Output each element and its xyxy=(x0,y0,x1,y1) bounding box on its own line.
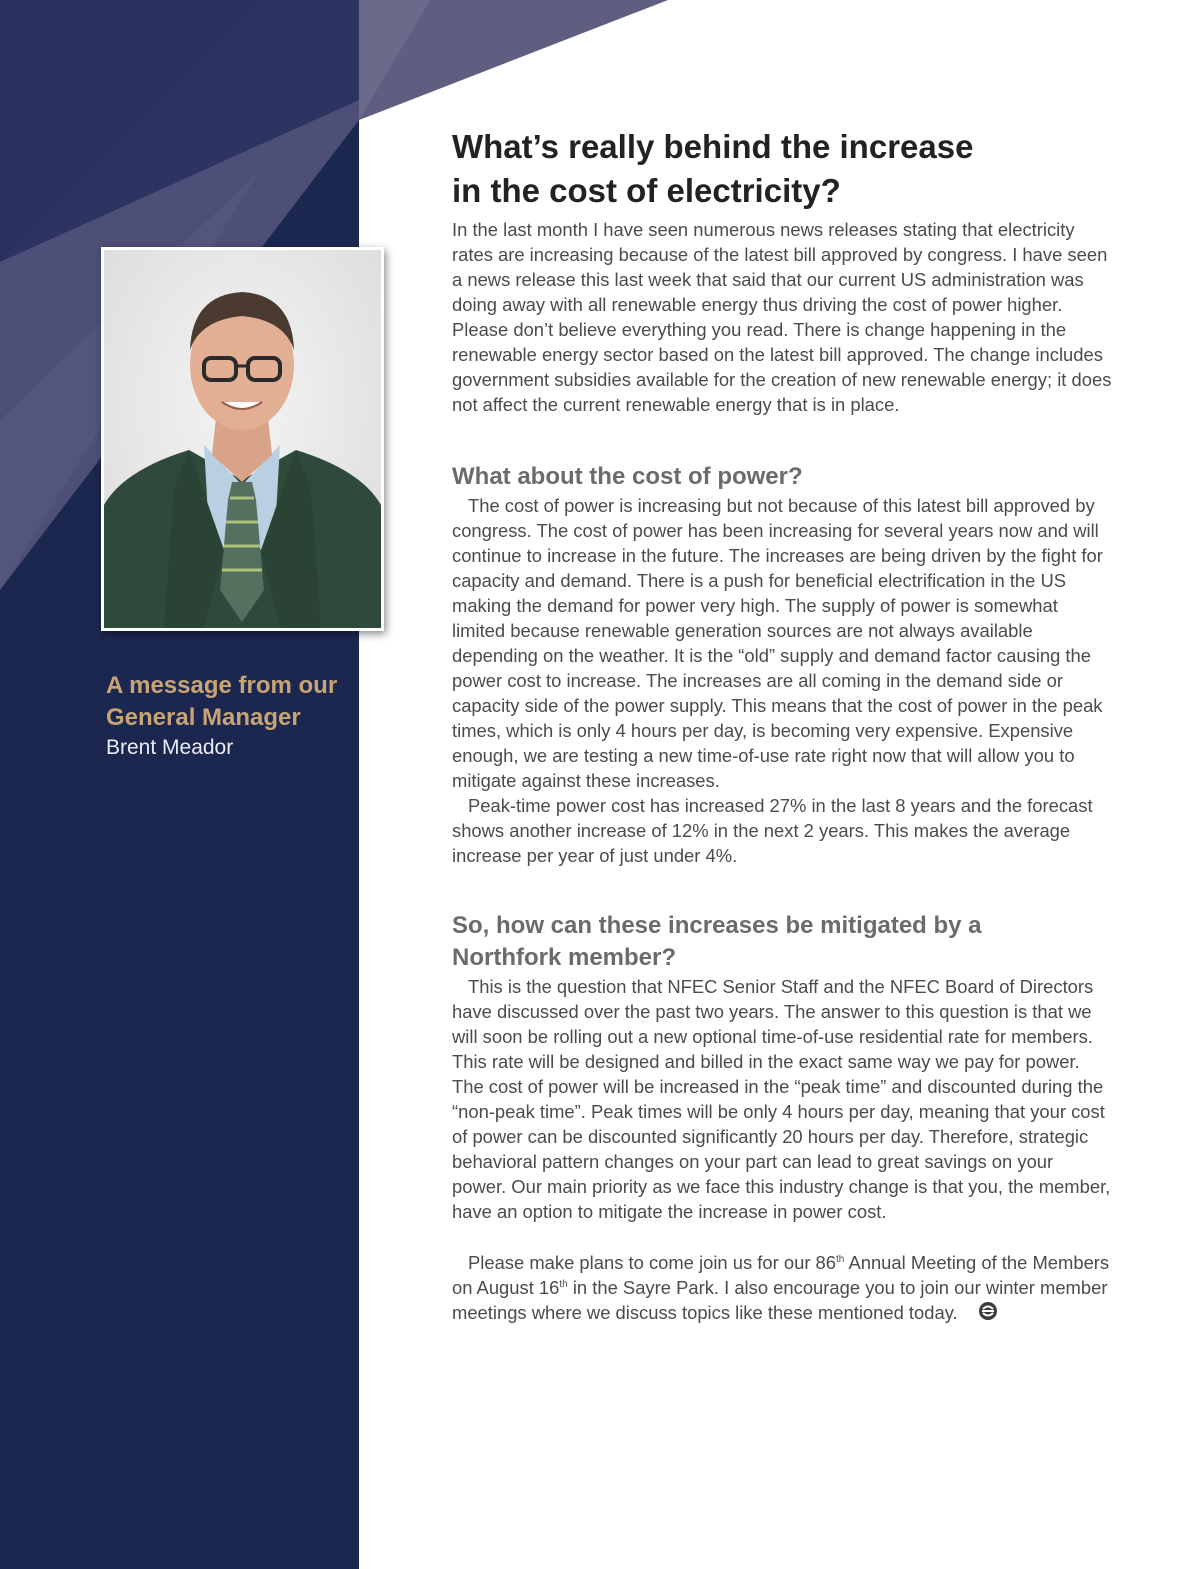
closing-text-c: in the Sayre Park. I also encourage you to join our winter member meetings where we discuss topics like these mentioned today. xyxy=(452,1277,1108,1323)
section1-paragraph2: Peak-time power cost has increased 27% in the last 8 years and the forecast shows another increase of 12% in the next 2 years. This makes the average increase per year of just under 4%. xyxy=(452,795,1093,866)
closing-text-a: Please make plans to come join us for our 86 xyxy=(468,1252,837,1273)
gm-message-block xyxy=(106,670,356,762)
article-title-line2: in the cost of electricity? xyxy=(452,172,841,209)
article xyxy=(452,125,1112,1327)
closing-sup2: th xyxy=(559,1278,568,1290)
intro-paragraph: In the last month I have seen numerous news releases stating that electricity rates are increasing because of the latest bill approved by congress. I have seen a news release this last week that said that our current US administration was doing away with all renewable energy thus driving the cost of power higher. Please don’t believe everything you read. There is change happening in the renewable energy sector based on the latest bill approved. The change includes government subsidies available for the creation of new renewable energy; it does not affect the current renewable energy that is in place. xyxy=(452,219,1112,415)
closing-paragraph xyxy=(452,1250,1112,1327)
closing-sup1: th xyxy=(836,1253,845,1265)
gm-heading-line2: General Manager xyxy=(106,704,301,731)
general-manager-photo xyxy=(101,247,384,631)
article-title xyxy=(452,125,1112,213)
section2-heading-line1: So, how can these increases be mitigated by a xyxy=(452,912,982,939)
section1-heading: What about the cost of power? xyxy=(452,463,803,490)
section2-paragraph1: This is the question that NFEC Senior Staff and the NFEC Board of Directors have discussed over the past two years. The answer to this question is that we will soon be rolling out a new optional time-of-use residential rate for members. This rate will be designed and billed in the exact same way we pay for power. The cost of power will be increased in the “peak time” and discounted during the “non-peak time”. Peak times will be only 4 hours per day, meaning that your cost of power can be discounted significantly 20 hours per day. Therefore, strategic behavioral pattern changes on your part can lead to great savings on your power. Our main priority as we face this industry change is that you, the member, have an option to mitigate the increase in power cost. xyxy=(452,976,1111,1222)
section2-heading-line2: Northfork member? xyxy=(452,944,677,971)
section2-heading xyxy=(452,910,1112,974)
section1-paragraph1: The cost of power is increasing but not because of this latest bill approved by congress. The cost of power has been increasing for several years now and will continue to increase in the future. The increases are being driven by the fight for capacity and demand. There is a push for beneficial electrification in the US making the demand for power very high. The supply of power is somewhat limited because renewable generation sources are not always available depending on the weather. It is the “old” supply and demand factor causing the power cost to increase. The increases are all coming in the demand side or capacity side of the power supply. This means that the cost of power in the peak times, which is only 4 hours per day, is becoming very expensive. Expensive enough, we are testing a new time-of-use rate right now that will allow you to mitigate against these increases. xyxy=(452,495,1103,791)
gm-name: Brent Meador xyxy=(106,736,234,759)
article-title-line1: What’s really behind the increase xyxy=(452,128,974,165)
gm-heading-line1: A message from our xyxy=(106,672,338,699)
closing-text-b: Annual Meeting of the Members on August 16 xyxy=(452,1252,1110,1298)
end-mark-icon xyxy=(962,1301,998,1327)
